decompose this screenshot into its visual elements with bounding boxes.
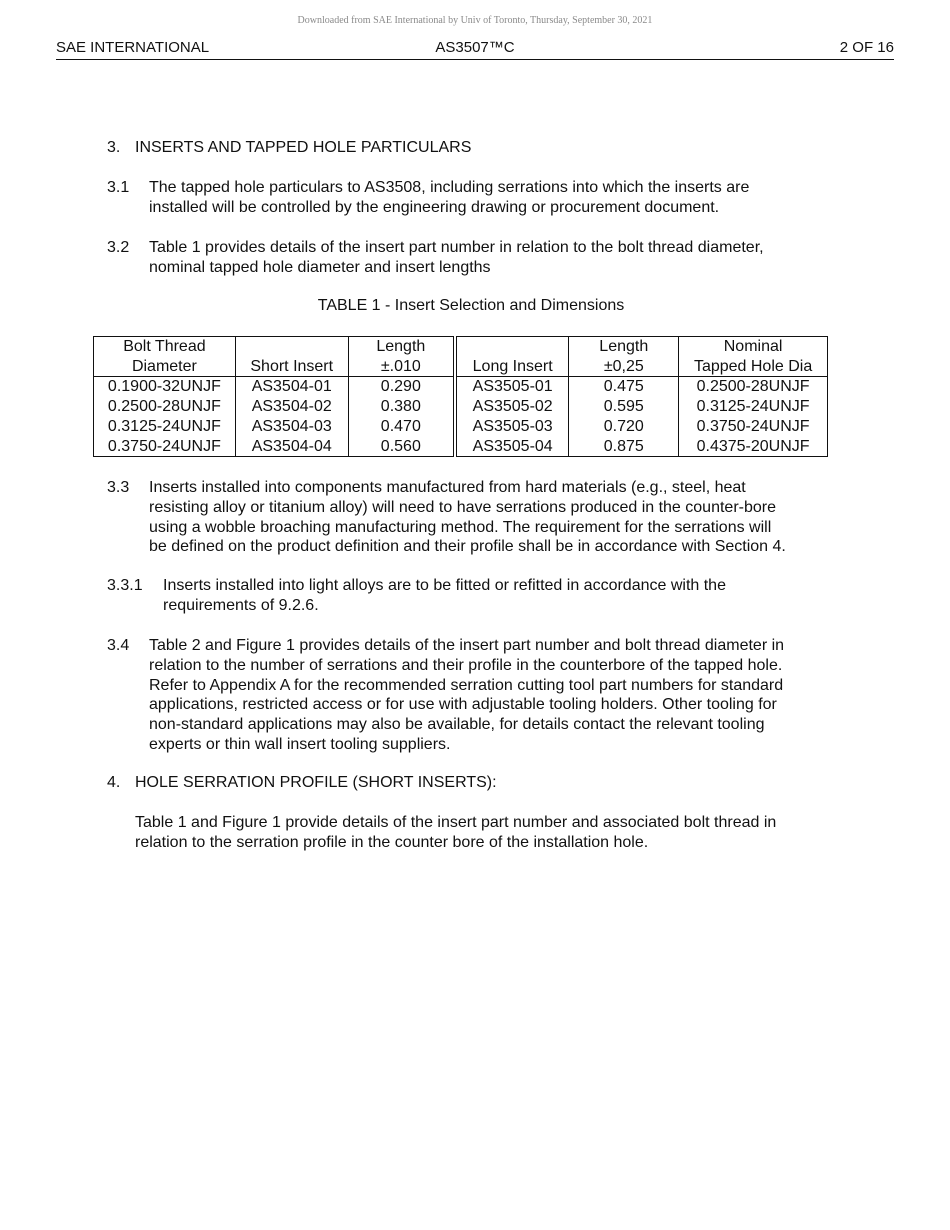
header-page-number: 2 OF 16 — [839, 39, 894, 56]
table-1-caption: TABLE 1 - Insert Selection and Dimensions — [317, 297, 625, 314]
cell-short-insert: AS3504-04 — [235, 437, 348, 457]
paragraph-line: experts or thin wall insert tooling suppliers. — [149, 736, 451, 753]
cell-long-length: 0.720 — [569, 417, 679, 437]
paragraph-line: non-standard applications may also be available, for details contact the relevant tooling — [149, 716, 765, 733]
header-short-insert: Short Insert — [235, 337, 348, 377]
paragraph-line: relation to the serration profile in the counter bore of the installation hole. — [135, 834, 649, 851]
page-header — [56, 39, 894, 60]
paragraph-line: Table 2 and Figure 1 provides details of the insert part number and bolt thread diameter in — [149, 637, 785, 654]
paragraph-line: applications, restricted access or for use with adjustable tooling holders. Other tooling for — [149, 696, 777, 713]
table-row — [94, 437, 828, 457]
cell-long-insert: AS3505-04 — [455, 437, 569, 457]
header-bolt-thread-diameter: Bolt Thread Diameter — [94, 337, 236, 377]
paragraph-line: Table 1 and Figure 1 provide details of the insert part number and associated bolt thread in — [135, 814, 777, 831]
cell-short-length: 0.290 — [348, 377, 455, 397]
cell-short-length: 0.470 — [348, 417, 455, 437]
header-long-length: Length ±0,25 — [569, 337, 679, 377]
paragraph-line: resisting alloy or titanium alloy) will need to have serrations produced in the counter-bore — [149, 499, 776, 516]
paragraph-line: The tapped hole particulars to AS3508, including serrations into which the inserts are — [149, 179, 750, 196]
paragraph-line: using a wobble broaching manufacturing method. The requirement for the serrations will — [149, 519, 772, 536]
paragraph-line: relation to the number of serrations and their profile in the counterbore of the tapped hole. — [149, 657, 783, 674]
header-organization: SAE INTERNATIONAL — [56, 39, 210, 56]
paragraph-line: be defined on the product definition and their profile shall be in accordance with Section 4. — [149, 538, 786, 555]
cell-long-length: 0.595 — [569, 397, 679, 417]
cell-tapped-hole: 0.3750-24UNJF — [679, 417, 828, 437]
header-short-length: Length ±.010 — [348, 337, 455, 377]
header-long-insert: Long Insert — [455, 337, 569, 377]
cell-long-length: 0.475 — [569, 377, 679, 397]
paragraph-number: 3.4 — [107, 637, 130, 654]
paragraph-line: Inserts installed into components manufactured from hard materials (e.g., steel, heat — [149, 479, 746, 496]
paragraph-line: installed will be controlled by the engineering drawing or procurement document. — [149, 199, 720, 216]
cell-long-length: 0.875 — [569, 437, 679, 457]
cell-bolt-thread: 0.1900-32UNJF — [94, 377, 236, 397]
paragraph-line: Table 1 provides details of the insert part number in relation to the bolt thread diameter, — [149, 239, 764, 256]
cell-long-insert: AS3505-02 — [455, 397, 569, 417]
table-row — [94, 397, 828, 417]
cell-short-length: 0.380 — [348, 397, 455, 417]
cell-bolt-thread: 0.3125-24UNJF — [94, 417, 236, 437]
paragraph-number: 3.2 — [107, 239, 130, 256]
table-1-insert-selection — [93, 336, 828, 457]
header-nominal-tapped-hole: Nominal Tapped Hole Dia — [679, 337, 828, 377]
cell-bolt-thread: 0.2500-28UNJF — [94, 397, 236, 417]
cell-tapped-hole: 0.4375-20UNJF — [679, 437, 828, 457]
section-number: 4. — [107, 774, 121, 791]
paragraph-line: Refer to Appendix A for the recommended serration cutting tool part numbers for standard — [149, 677, 784, 694]
cell-short-length: 0.560 — [348, 437, 455, 457]
cell-long-insert: AS3505-01 — [455, 377, 569, 397]
table-row — [94, 377, 828, 397]
cell-short-insert: AS3504-01 — [235, 377, 348, 397]
paragraph-line: Inserts installed into light alloys are to be fitted or refitted in accordance with the — [163, 577, 726, 594]
paragraph-line: requirements of 9.2.6. — [163, 597, 319, 614]
header-document-id: AS3507™C — [435, 39, 515, 56]
paragraph-line: nominal tapped hole diameter and insert lengths — [149, 259, 491, 276]
table-row — [94, 417, 828, 437]
cell-bolt-thread: 0.3750-24UNJF — [94, 437, 236, 457]
table-header-row — [94, 337, 828, 377]
cell-long-insert: AS3505-03 — [455, 417, 569, 437]
paragraph-number: 3.3 — [107, 479, 130, 496]
paragraph-number: 3.3.1 — [107, 577, 143, 594]
section-title: INSERTS AND TAPPED HOLE PARTICULARS — [135, 139, 472, 156]
cell-short-insert: AS3504-02 — [235, 397, 348, 417]
download-watermark: Downloaded from SAE International by Univ of Toronto, Thursday, September 30, 2021 — [297, 15, 653, 26]
section-number: 3. — [107, 139, 121, 156]
cell-tapped-hole: 0.3125-24UNJF — [679, 397, 828, 417]
paragraph-number: 3.1 — [107, 179, 130, 196]
section-title: HOLE SERRATION PROFILE (SHORT INSERTS): — [135, 774, 497, 791]
cell-short-insert: AS3504-03 — [235, 417, 348, 437]
cell-tapped-hole: 0.2500-28UNJF — [679, 377, 828, 397]
